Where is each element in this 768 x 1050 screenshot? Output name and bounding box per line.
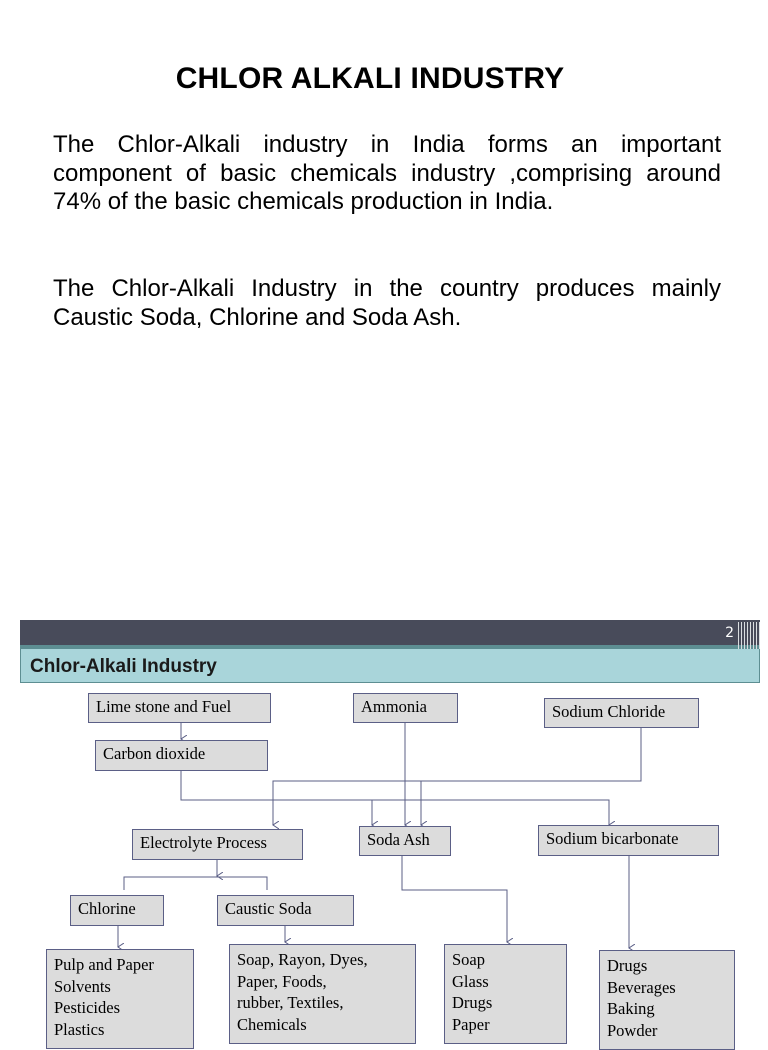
chlorine-box: Chlorine	[70, 895, 164, 926]
list-item: Soap	[452, 950, 485, 969]
list-item: Plastics	[54, 1019, 105, 1039]
list-item: Paper, Foods,	[237, 971, 327, 991]
slide-header-title: Chlor-Alkali Industry	[30, 656, 217, 677]
arrow-soda-ash-uses	[402, 856, 507, 942]
chlorine-uses-list	[46, 949, 194, 1049]
arrow-co2-bicarbonate	[181, 770, 609, 825]
list-item: Solvents	[54, 976, 111, 996]
list-item: Pesticides	[54, 998, 120, 1017]
arrow-nacl-electrolyte	[273, 727, 641, 825]
page-title: CHLOR ALKALI INDUSTRY	[175, 62, 565, 95]
lime-stone-box: Lime stone and Fuel	[88, 693, 271, 723]
list-item: Baking	[607, 999, 655, 1018]
intro-paragraph: The Chlor-Alkali industry in India forms an important component of basic chemicals industry ,comprising around 74% of the basic chemicals production in India.	[53, 131, 721, 215]
list-item: Paper	[452, 1014, 490, 1034]
carbon-dioxide-box: Carbon dioxide	[95, 740, 268, 771]
embedded-slide	[20, 620, 760, 1040]
sodium-bicarbonate-box: Sodium bicarbonate	[538, 825, 719, 856]
ammonia-box: Ammonia	[353, 693, 458, 723]
list-item: Beverages	[607, 977, 676, 997]
soda-ash-box: Soda Ash	[359, 826, 451, 856]
slide-number: 2	[725, 625, 734, 641]
products-paragraph: The Chlor-Alkali Industry in the country produces mainly Caustic Soda, Chlorine and Soda Ash.	[53, 275, 721, 331]
list-item: rubber, Textiles,	[237, 993, 344, 1012]
split-bracket	[124, 877, 267, 890]
caustic-soda-uses-list	[229, 944, 416, 1044]
sodium-chloride-box: Sodium Chloride	[544, 698, 699, 728]
list-item: Drugs	[607, 956, 648, 975]
caustic-soda-box: Caustic Soda	[217, 895, 354, 926]
list-item: Soap, Rayon, Dyes,	[237, 950, 368, 969]
list-item: Chemicals	[237, 1014, 307, 1034]
list-item: Drugs	[452, 993, 493, 1012]
list-item: Powder	[607, 1020, 658, 1040]
sodium-bicarbonate-uses-list	[599, 950, 735, 1050]
electrolyte-process-box: Electrolyte Process	[132, 829, 303, 860]
list-item: Pulp and Paper	[54, 955, 154, 974]
list-item: Glass	[452, 971, 489, 991]
soda-ash-uses-list	[444, 944, 567, 1044]
